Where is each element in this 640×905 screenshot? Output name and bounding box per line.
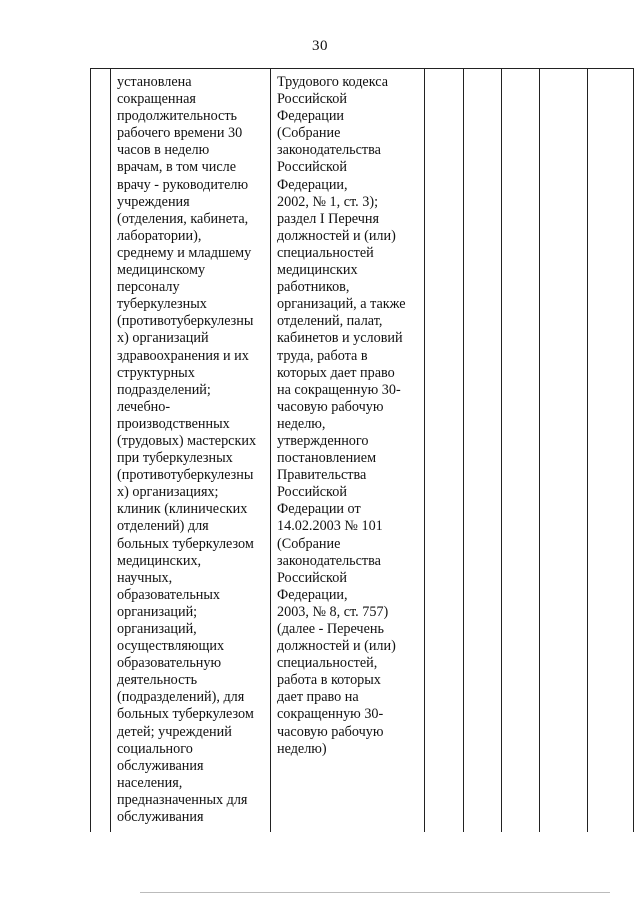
cell-condition-text: установлена сокращенная продолжительность рабочего времени 30 часов в неделю врачам, в том числе врачу - руководителю учреждения (отделения, кабинета, лаборатории), среднему и младшему медицинскому персоналу туберкулезных (противотуберкулезны х) организаций здравоохранения и их структурных подразделений; лечебно- производственных (трудовых) мастерских при туберкулезных (противотуберкулезны х) организациях; клиник (клинических отделений) для больных туберкулезом медицинских, научных, образовательных организаций; организаций, осуществляющих образовательную деятельность (подразделений), для больных туберкулезом детей; учреждений социального обслуживания населения, предназначенных для обслуживания bbox=[117, 74, 257, 826]
column-divider-7 bbox=[587, 68, 588, 832]
scan-edge-line bbox=[140, 892, 610, 893]
column-divider-2 bbox=[270, 68, 271, 832]
column-divider-4 bbox=[463, 68, 464, 832]
column-divider-1 bbox=[110, 68, 111, 832]
column-divider-3 bbox=[424, 68, 425, 832]
column-divider-6 bbox=[539, 68, 540, 832]
page-number: 30 bbox=[312, 38, 328, 54]
cell-legal-basis-text: Трудового кодекса Российской Федерации (Собрание законодательства Российской Федерации, 2002, № 1, ст. 3); раздел I Перечня должностей и (или) специальностей медицинских работников, организаций, а также отделений, палат, кабинетов и условий труда, работа в которых дает право на сокращенную 30- часовую рабочую неделю, утвержденного постановлением Правительства Российской Федерации от 14.02.2003 № 101 (Собрание законодательства Российской Федерации, 2003, № 8, ст. 757) (далее - Перечень должностей и (или) специальностей, работа в которых дает право на сокращенную 30- часовую рабочую неделю) bbox=[277, 74, 406, 757]
column-divider-5 bbox=[501, 68, 502, 832]
